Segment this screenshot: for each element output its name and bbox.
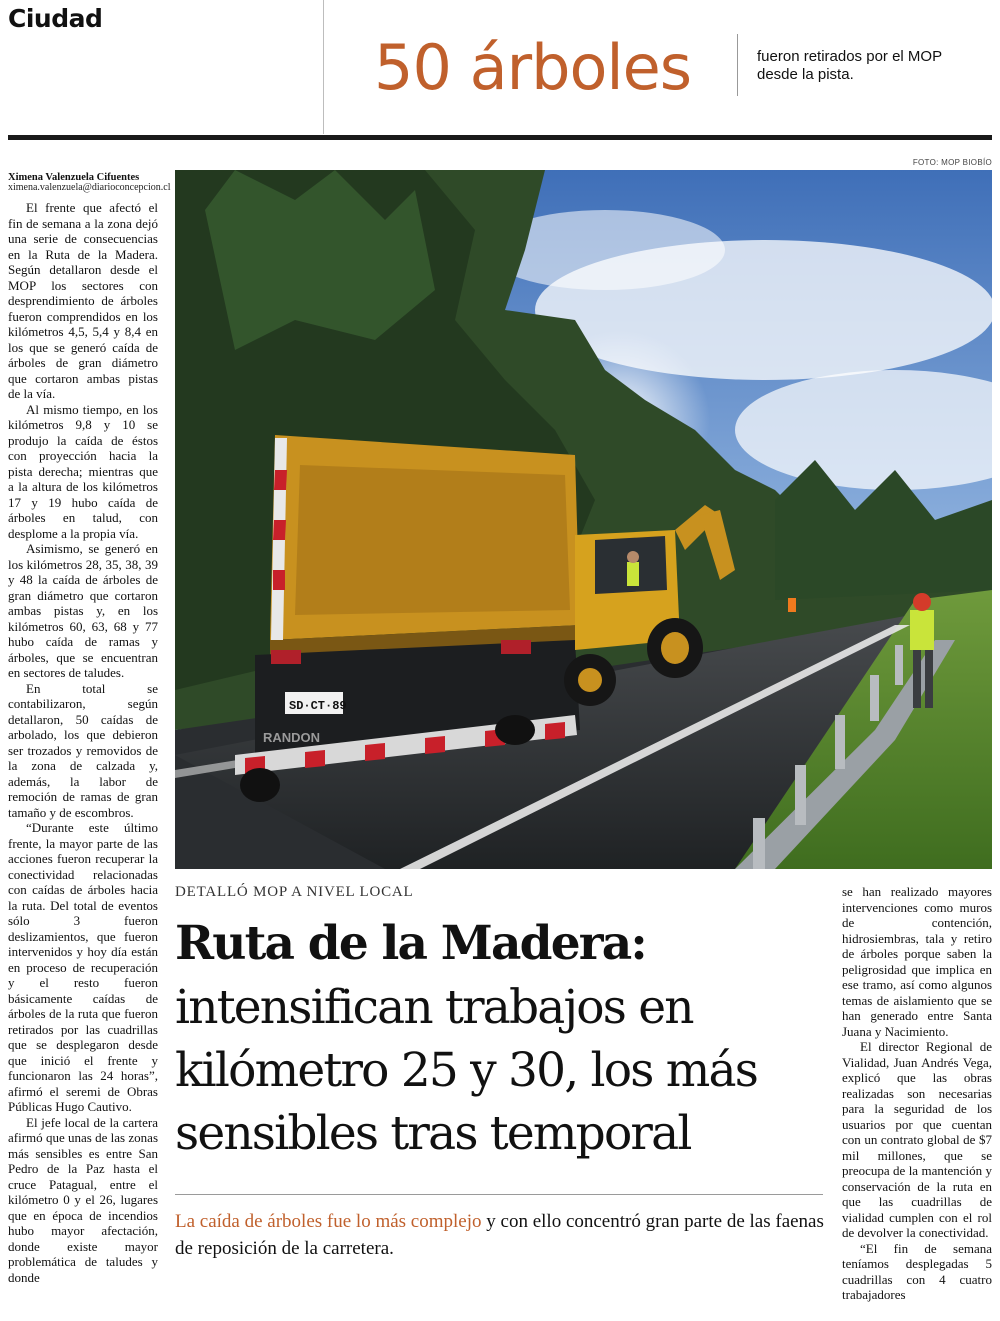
author-email: ximena.valenzuela@diarioconcepcion.cl bbox=[8, 182, 171, 193]
paragraph: El jefe local de la cartera afirmó que unas de las zonas más sensibles es entre San Pedro de la Paz hasta el cruce Patagual, entre el kilómetro 0 y el 26, lugares que en época de incendios hubo mayor afectación, donde existe mayor problemática de taludes y donde bbox=[8, 1114, 158, 1285]
article-headline bbox=[175, 912, 830, 1165]
stat-description: fueron retirados por el MOP desde la pista. bbox=[757, 48, 942, 83]
header-divider bbox=[323, 0, 324, 134]
article-kicker: DETALLÓ MOP A NIVEL LOCAL bbox=[175, 884, 414, 900]
article-column-left bbox=[8, 200, 158, 1315]
article-column-right bbox=[842, 884, 992, 1316]
headline-bold: Ruta de la Madera: bbox=[175, 916, 646, 971]
paragraph: En total se contabilizaron, según detallaron, 50 caídas de arbolado, los que debieron ser trozados y removidos de la zona de calzada y, además, la labor de remoción de ramas de gran tamaño y de escombros. bbox=[8, 680, 158, 820]
stat-value: 50 árboles bbox=[374, 31, 692, 104]
paragraph: Asimismo, se generó en los kilómetros 28, 35, 38, 39 y 48 la caída de árboles de gran diámetro que cortaron ambas pistas y, en los kilómetros 60, 63, 68 y 77 hubo caída de ramas y árboles, que se encuentran en sectores de taludes. bbox=[8, 541, 158, 680]
paragraph: “El fin de semana teníamos desplegadas 5 cuadrillas con 4 cuatro trabajadores bbox=[842, 1240, 992, 1302]
article-lede bbox=[175, 1208, 830, 1262]
stat-divider bbox=[737, 34, 738, 96]
truck-plate: SD·CT·89 bbox=[289, 699, 347, 713]
lede-rest: y con ello concentró gran parte de las faenas de reposición de la carretera. bbox=[175, 1211, 824, 1259]
paragraph: se han realizado mayores intervenciones como muros de contención, hidrosiembras, tala y retiro de árboles porque saben la peligrosidad que implica en ese tramo, así como algunos temas de aislamiento que se han generado entre Santa Juana y Nacimiento. bbox=[842, 884, 992, 1039]
lede-highlight: La caída de árboles fue lo más complejo bbox=[175, 1211, 482, 1232]
lede-rule bbox=[175, 1194, 823, 1195]
section-title: Ciudad bbox=[8, 4, 103, 33]
author-name: Ximena Valenzuela Cifuentes bbox=[8, 172, 140, 183]
photo-credit: FOTO: MOP BIOBÍO bbox=[912, 158, 992, 167]
paragraph: El director Regional de Vialidad, Juan Andrés Vega, explicó que las obras realizadas son necesarias para la seguridad de los usuarios por que cuentan con un contrato global de $7 mil millones, que se preocupa de la mantención y conservación de la ruta en que las cuadrillas de vialidad cumplen con el rol de devolver la conectividad. bbox=[842, 1039, 992, 1240]
paragraph: Al mismo tiempo, en los kilómetros 9,8 y 10 se produjo la caída de éstos con proyección hacia la pista derecha; mientras que a la altura de los kilómetros 17 y 19 hubo caída de árboles en talud, con desplome a la propia vía. bbox=[8, 401, 158, 541]
headline-rest: intensifican trabajos en kilómetro 25 y 30, los más sensibles tras temporal bbox=[175, 980, 758, 1161]
header-rule bbox=[8, 135, 992, 140]
article-photo bbox=[175, 170, 992, 869]
truck-brand: RANDON bbox=[263, 730, 321, 745]
paragraph: “Durante este último frente, la mayor parte de las acciones fueron recuperar la conectividad relacionadas con caídas de árboles hacia la ruta. Del total de eventos sólo 3 fueron deslizamientos, que fueron intervenidos y hoy día están en proceso de recuperación y el resto fueron básicamente caídas de árboles de la ruta que fueron retirados por las cuadrillas que se desplegaron desde que inició el frente y funcionaron las 24 horas”, afirmó el seremi de Obras Públicas Hugo Cautivo. bbox=[8, 820, 158, 1114]
paragraph: El frente que afectó el fin de semana a la zona dejó una serie de consecuencias en la Ruta de la Madera. Según detallaron desde el MOP los sectores con desprendimiento de árboles fueron comprendidos en los kilómetros 4,5, 5,4 y 8,4 en los que se generó caída de árboles de gran diámetro que cortaron ambas pistas de la vía. bbox=[8, 200, 158, 401]
